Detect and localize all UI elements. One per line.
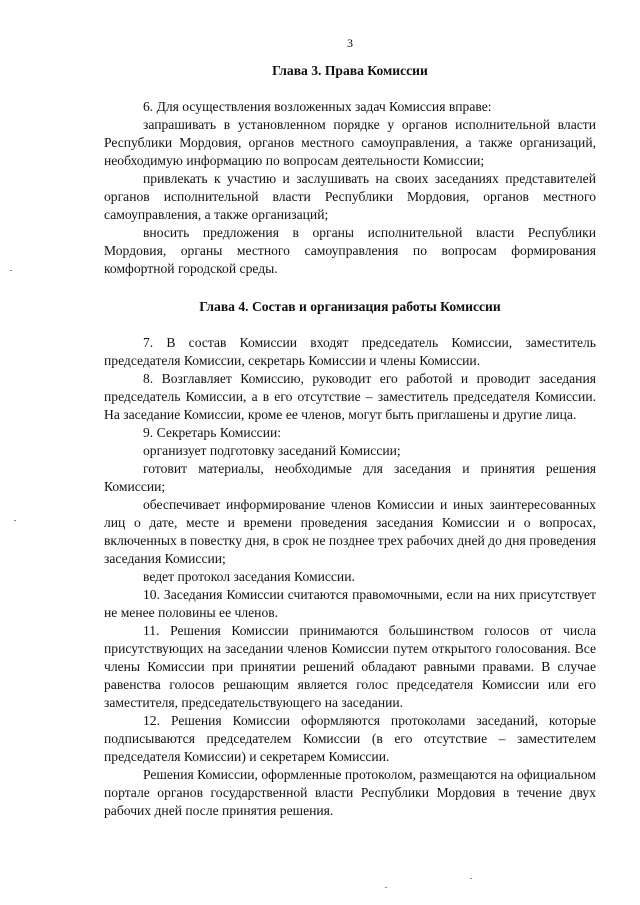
scan-speck — [10, 270, 12, 271]
paragraph: 11. Решения Комиссии принимаются большинством голосов от числа присутствующих на заседании членов Комиссии путем открытого голосования. Все члены Комиссии при принятии решений обладают равными правами. В случае равенства голосов решающим является голос председателя Комиссии или его заместителя, председательствующего на заседании. — [104, 623, 596, 710]
chapter-4-body — [104, 334, 596, 820]
paragraph: готовит материалы, необходимые для заседания и принятия решения Комиссии; — [104, 461, 596, 494]
paragraph: привлекать к участию и заслушивать на своих заседаниях представителей органов исполнительной власти Республики Мордовия, органов местного самоуправления, а также организаций; — [104, 171, 596, 222]
paragraph: организует подготовку заседаний Комиссии; — [143, 443, 401, 458]
paragraph: обеспечивает информирование членов Комиссии и иных заинтересованных лиц о дате, месте и времени проведения заседания Комиссии и о вопросах, включенных в повестку дня, в срок не позднее трех рабочих дней до дня проведения заседания Комиссии; — [104, 497, 596, 566]
chapter-3-heading: Глава 3. Права Комиссии — [272, 63, 428, 78]
page-number: 3 — [347, 36, 353, 50]
scan-speck — [470, 878, 472, 879]
paragraph: 6. Для осуществления возложенных задач Комиссия вправе: — [143, 99, 492, 114]
scan-speck — [14, 520, 16, 521]
paragraph: 8. Возглавляет Комиссию, руководит его работой и проводит заседания председатель Комиссии, а в его отсутствие – заместитель председателя Комиссии. На заседание Комиссии, кроме ее членов, могут быть приглашены и другие лица. — [104, 371, 596, 422]
chapter-3-body — [104, 98, 596, 278]
paragraph: ведет протокол заседания Комиссии. — [143, 569, 355, 584]
chapter-4-heading: Глава 4. Состав и организация работы Комиссии — [199, 299, 501, 314]
paragraph: 9. Секретарь Комиссии: — [143, 425, 282, 440]
paragraph: 10. Заседания Комиссии считаются правомочными, если на них присутствует не менее половины ее членов. — [104, 587, 596, 620]
scan-speck — [385, 887, 387, 888]
paragraph: запрашивать в установленном порядке у органов исполнительной власти Республики Мордовия, органов местного самоуправления, а также организаций, необходимую информацию по вопросам деятельности Комиссии; — [104, 117, 596, 168]
paragraph: вносить предложения в органы исполнительной власти Республики Мордовия, органы местного самоуправления по вопросам формирования комфортной городской среды. — [104, 225, 596, 276]
paragraph: 7. В состав Комиссии входят председатель Комиссии, заместитель председателя Комиссии, секретарь Комиссии и члены Комиссии. — [104, 335, 596, 368]
paragraph: Решения Комиссии, оформленные протоколом, размещаются на официальном портале органов государственной власти Республики Мордовия в течение двух рабочих дней после принятия решения. — [104, 767, 596, 818]
paragraph: 12. Решения Комиссии оформляются протоколами заседаний, которые подписываются председателем Комиссии (в его отсутствие – заместителем председателя Комиссии) и секретарем Комиссии. — [104, 713, 596, 764]
